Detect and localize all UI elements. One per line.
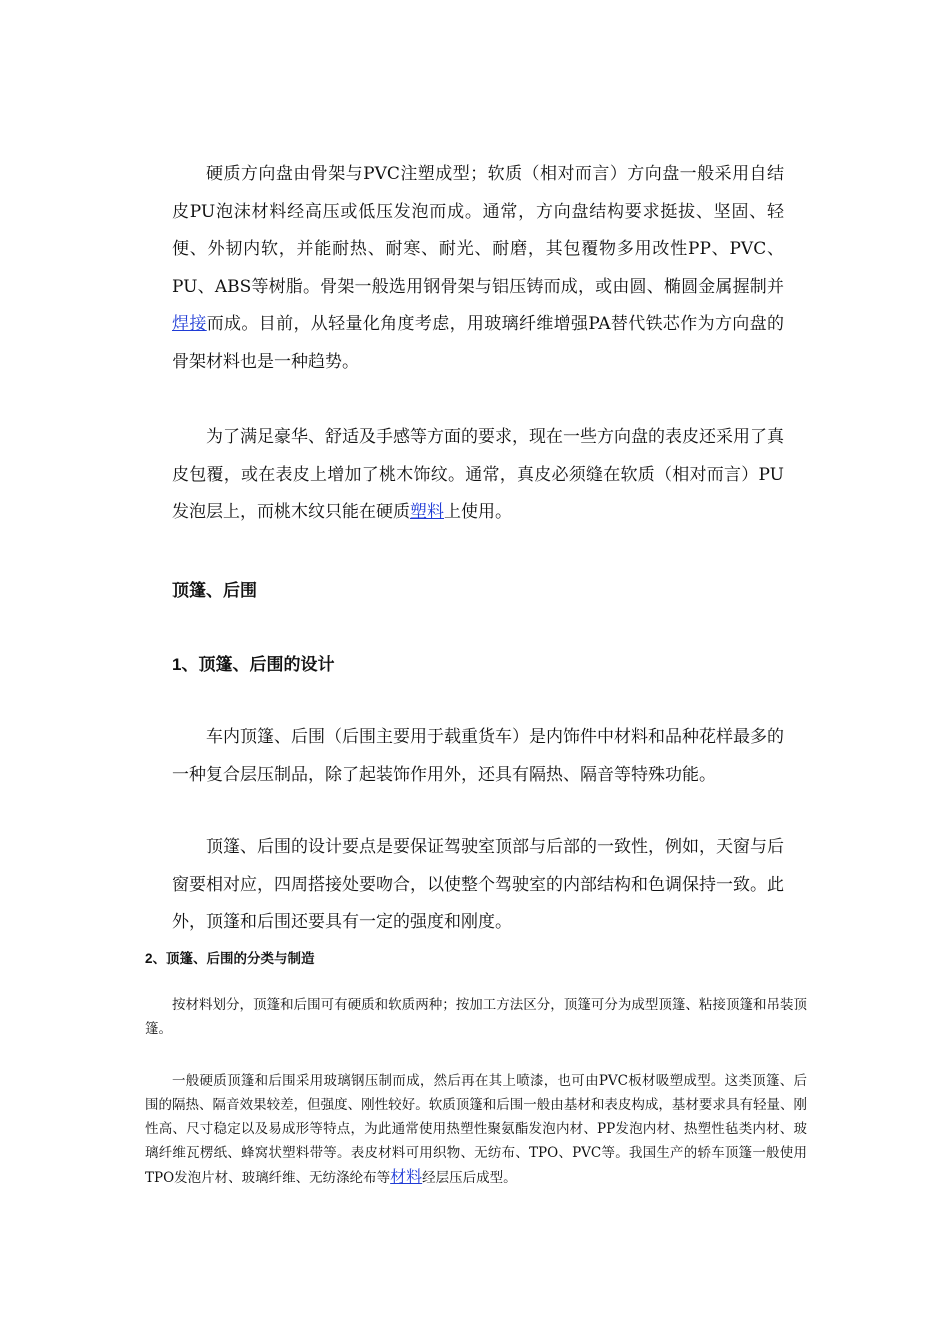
paragraph-roof-overview: 车内顶篷、后围（后围主要用于载重货车）是内饰件中材料和品种花样最多的一种复合层压制品，除了起装饰作用外，还具有隔热、隔音等特殊功能。 [172,727,784,785]
paragraph-steering-wheel-structure [172,156,784,381]
paragraph-steering-wheel-leather [172,419,784,532]
paragraph-materials [145,1069,807,1190]
paragraph-text: 而成。目前，从轻量化角度考虑，用玻璃纤维增强PA替代铁芯作为方向盘的骨架材料也是一种趋势。 [172,314,785,372]
paragraph-text: 经层压后成型。 [422,1170,517,1186]
paragraph-classification: 按材料划分，顶篷和后围可有硬质和软质两种；按加工方法区分，顶篷可分为成型顶篷、粘接顶篷和吊装顶篷。 [145,997,807,1037]
paragraph-text: 上使用。 [444,502,512,522]
paragraph-design-points: 顶篷、后围的设计要点是要保证驾驶室顶部与后部的一致性，例如，天窗与后窗要相对应，四周搭接处要吻合，以使整个驾驶室的内部结构和色调保持一致。此外，顶篷和后围还要具有一定的强度和刚度。 [172,837,784,932]
link-welding[interactable]: 焊接 [172,314,207,334]
paragraph-text: 一般硬质顶篷和后围采用玻璃钢压制而成，然后再在其上喷漆，也可由PVC板材吸塑成型。这类顶篷、后围的隔热、隔音效果较差，但强度、刚性较好。软质顶篷和后围一般由基材和表皮构成，基材要求具有轻量、刚性高、尺寸稳定以及易成形等特点，为此通常使用热塑性聚氨酯发泡内材、PP发泡内材、热塑性毡类内材、玻璃纤维瓦楞纸、蜂窝状塑料带等。表皮材料可用织物、无纺布、TPO、PVC等。我国生产的轿车顶篷一般使用TPO发泡片材、玻璃纤维、无纺涤纶布等 [145,1073,807,1186]
paragraph-text: 为了满足豪华、舒适及手感等方面的要求，现在一些方向盘的表皮还采用了真皮包覆，或在表皮上增加了桃木饰纹。通常，真皮必须缝在软质（相对而言）PU发泡层上，而桃木纹只能在硬质 [172,427,784,522]
heading-classification-manufacturing: 2、顶篷、后围的分类与制造 [145,951,315,966]
link-materials[interactable]: 材料 [390,1167,423,1186]
heading-design: 1、顶篷、后围的设计 [172,655,335,674]
heading-roof-rear-panel: 顶篷、后围 [172,581,257,600]
link-plastic[interactable]: 塑料 [410,502,444,522]
paragraph-text: 硬质方向盘由骨架与PVC注塑成型；软质（相对而言）方向盘一般采用自结皮PU泡沫材料经高压或低压发泡而成。通常，方向盘结构要求挺拔、坚固、轻便、外韧内软，并能耐热、耐寒、耐光、耐磨，其包覆物多用改性PP、PVC、PU、ABS等树脂。骨架一般选用钢骨架与铝压铸而成，或由圆、椭圆金属握制并 [172,164,784,297]
